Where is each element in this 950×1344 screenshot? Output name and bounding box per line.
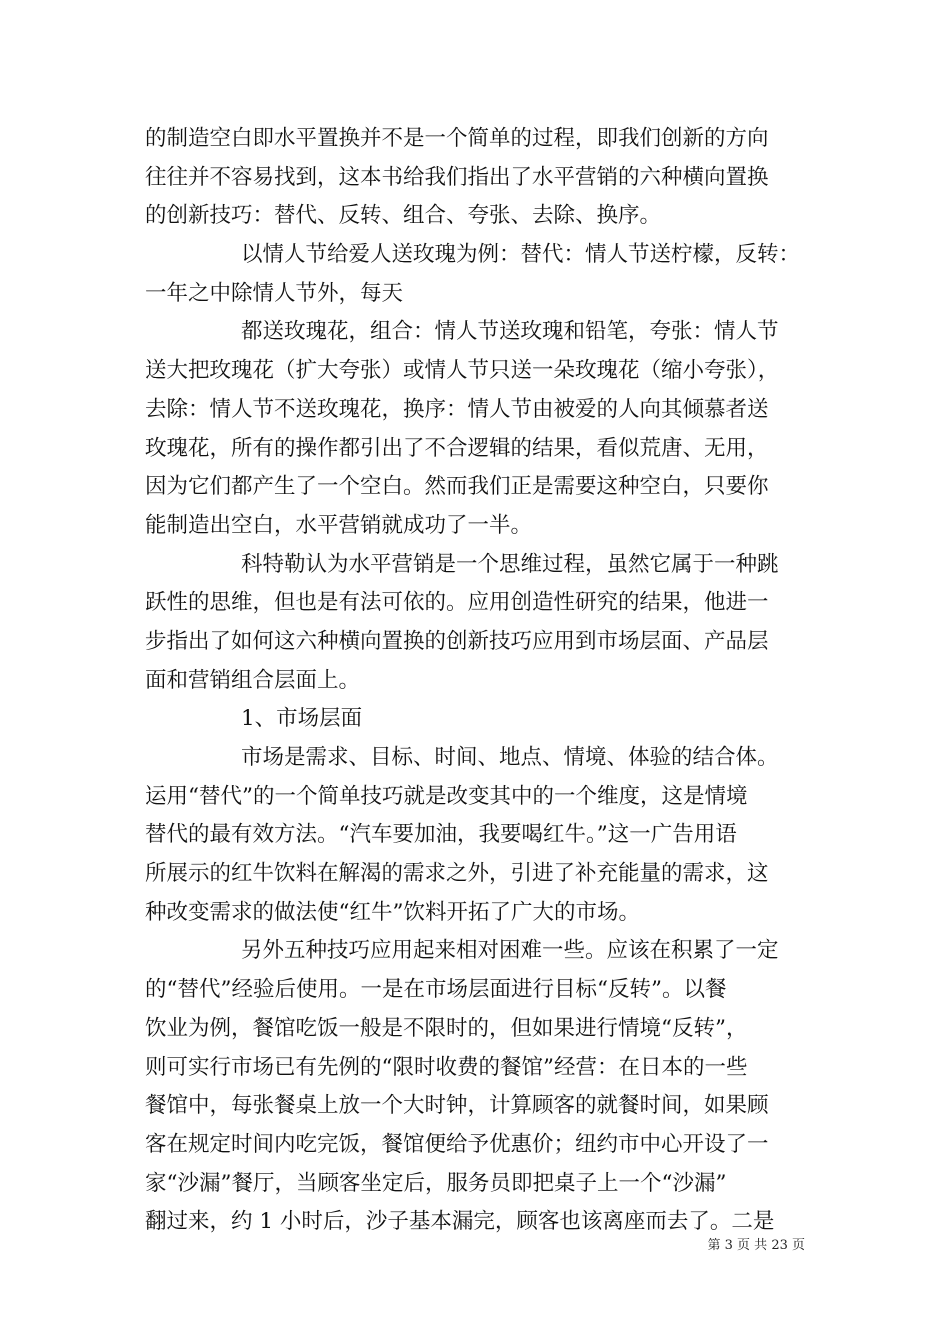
section-heading: 1、市场层面 <box>241 706 363 732</box>
text-line: 面和营销组合层面上。 <box>145 667 361 693</box>
paragraph-start-line: 以情人节给爱人送玫瑰为例：替代：情人节送柠檬，反转： <box>241 242 801 268</box>
text-line: 能制造出空白，水平营销就成功了一半。 <box>145 512 533 538</box>
text-line: 往往并不容易找到，这本书给我们指出了水平营销的六种横向置换 <box>145 164 769 190</box>
text-line: 则可实行市场已有先例的“限时收费的餐馆”经营：在日本的一些 <box>145 1054 748 1080</box>
text-line: 因为它们都产生了一个空白。然而我们正是需要这种空白，只要你 <box>145 474 769 500</box>
text-line: 的创新技巧：替代、反转、组合、夸张、去除、换序。 <box>145 203 662 229</box>
text-line: 跃性的思维，但也是有法可依的。应用创造性研究的结果，他进一 <box>145 590 769 616</box>
paragraph-start-line: 科特勒认为水平营销是一个思维过程，虽然它属于一种跳 <box>241 551 779 577</box>
text-line: 送大把玫瑰花（扩大夸张）或情人节只送一朵玫瑰花（缩小夸张）， <box>145 358 780 384</box>
text-line: 客在规定时间内吃完饭，餐馆便给予优惠价；纽约市中心开设了一 <box>145 1131 769 1157</box>
text-line: 替代的最有效方法。“汽车要加油，我要喝红牛。”这一广告用语 <box>145 822 737 848</box>
text-line: 翻过来，约 1 小时后，沙子基本漏完，顾客也该离座而去了。二是 <box>145 1209 775 1235</box>
text-line: 的“替代”经验后使用。一是在市场层面进行目标“反转”。以餐 <box>145 977 727 1003</box>
body-text <box>145 120 813 1242</box>
text-line: 种改变需求的做法使“红牛”饮料开拓了广大的市场。 <box>145 899 640 925</box>
paragraph-start-line: 另外五种技巧应用起来相对困难一些。应该在积累了一定 <box>241 938 779 964</box>
text-line: 所展示的红牛饮料在解渴的需求之外，引进了补充能量的需求，这 <box>145 861 769 887</box>
text-line: 运用“替代”的一个简单技巧就是改变其中的一个维度，这是情境 <box>145 783 748 809</box>
text-line: 步指出了如何这六种横向置换的创新技巧应用到市场层面、产品层 <box>145 628 769 654</box>
text-line: 去除：情人节不送玫瑰花，换序：情人节由被爱的人向其倾慕者送 <box>145 396 769 422</box>
text-line: 餐馆中，每张餐桌上放一个大时钟，计算顾客的就餐时间，如果顾 <box>145 1093 769 1119</box>
text-line: 饮业为例，餐馆吃饭一般是不限时的，但如果进行情境“反转”， <box>145 1015 748 1041</box>
paragraph-start-line: 都送玫瑰花，组合：情人节送玫瑰和铅笔，夸张：情人节 <box>241 319 779 345</box>
text-line: 玫瑰花，所有的操作都引出了不合逻辑的结果，看似荒唐、无用， <box>145 435 769 461</box>
page-number: 第 3 页 共 23 页 <box>707 1238 805 1253</box>
text-line: 一年之中除情人节外，每天 <box>145 280 404 306</box>
paragraph-start-line: 市场是需求、目标、时间、地点、情境、体验的结合体。 <box>241 745 779 770</box>
text-line: 的制造空白即水平置换并不是一个简单的过程，即我们创新的方向 <box>145 126 769 151</box>
text-line: 家“沙漏”餐厅，当顾客坐定后，服务员即把桌子上一个“沙漏” <box>145 1170 727 1196</box>
